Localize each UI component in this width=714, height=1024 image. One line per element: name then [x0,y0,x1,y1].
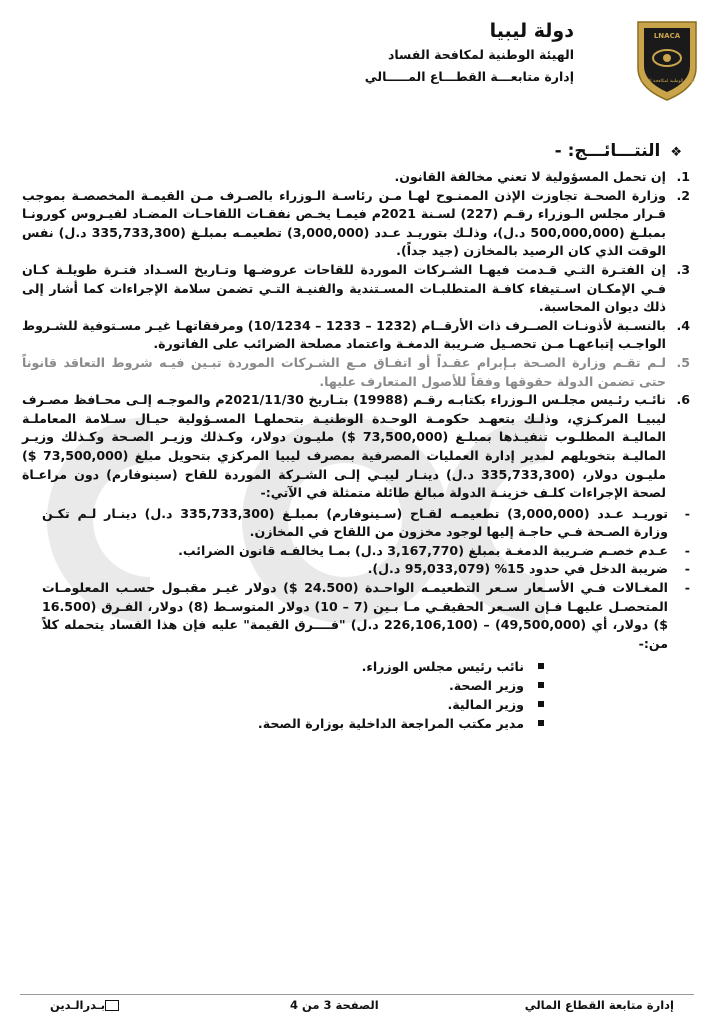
responsible-item: نائب رئيس مجلس الوزراء. [22,657,524,676]
responsible-item: وزير المالية. [22,695,524,714]
cost-item: - المغـالات فـي الأسـعار سـعر التطعيمـه الواحـدة (24.500 $) دولار غيـر مقبـول حسـب المعلومـات المتحصـل عليهـا فـإن السـعر الحقيقـي مـا بـين (7 – 10) دولار المتوسـط (8) دولار، الفـرق (16.500 $) دولار، أي (49,500,000) – (226,106,100 د.ل) "فــــرق القيمة" عليه فإن هذا الفساد يتحمله كلاً من:- [42,579,668,653]
result-item: نائـب رئـيس مجلـس الـوزراء بكتابـه رقـم (19988) بتـاريخ 2021/11/30م والموجـه إلـى محـافظ مصـرف ليبيـا المركـزي، وذلـك بتعهـد حكومـة الوحـدة الوطنيـة بتحملهـا المسـؤولية حيـال سـلامة المعاملـة الماليـة المطلـوب تنفيـذها بمبلـغ (73,500,000 $) مليـون دولار، وكـذلك وزيـر الصـحة وكـذلك وزيـر الماليـة بتخويلهم لمدير إدارة العمليات المصرفية بمصرف ليبيا المركزي بتحويل مبلغ (73,500,000 $) مليـون دولار، (335,733,300 د.ل) دينـار ليبـي إلـى الشـركة الموردة للقاح (سينوفارم) دون مراعـاة لصحة الإجراءات كلـف خزينـة الدولة مبالغ طائلة متمثلة في الآتي:- [22,392,667,501]
footer-author [50,998,123,1012]
footer-author-name: بـدرالـدين [50,998,106,1012]
cost-item: - عـدم خصـم ضـريبة الدمغـة بمبلغ (3,167,770 د.ل) بمـا يخالفـه قانون الضرائب. [42,542,668,561]
logo-caption: الهيئة الوطنية لمكافحة الفساد [639,79,695,84]
footer-divider [20,994,694,995]
result-item: وزارة الصحـة تجاوزت الإذن الممنـوح لهـا مـن رئاسـة الـوزراء بالصـرف مـن القيمـة المخصصـة بموجب قـرار مجلس الـوزراء رقـم (227) لسـنة 2021م فيمـا يخـص نفقـات اللقاحـات المضـاد لفيـروس كورونـا بمبلـغ (500,000,000 د.ل)، وذلـك بتوريـد عـدد (3,000,000) تطعيمـه بمبلـغ (335,733,300 د.ل) نفس الوقت الذي كان الرصيد بالمخازن (جيد جداً). [22,187,666,259]
results-title: النتـــائـــج: - [554,141,661,161]
footer-department: إدارة متابعة القطاع المالي [524,998,674,1012]
results-heading [22,138,694,166]
authority-logo [634,16,700,102]
letterhead [274,18,574,88]
country-name: دولة ليبيا [489,20,574,42]
cost-item: - ضريبة الدخل في حدود 15% (95,033,079 د.ل). [42,560,668,579]
result-item: إن الفتـرة التـي قـدمت فيهـا الشـركات الموردة للقاحات عروضـها وتـاريخ السـداد فتـرة طويلـة كـان فـي الإمكـان اسـتيفاء كافـة المتطلبـات المسـتندية والفنيـة التـي تضمن سلامة الإجراءات كما أشار إلى ذلك ديوان المحاسبة. [22,261,666,315]
responsible-item: وزير الصحة. [22,676,524,695]
results-list [22,168,694,503]
costs-list [22,505,694,654]
responsible-list [22,657,694,733]
computer-icon [105,1000,119,1011]
responsible-item: مدير مكتب المراجعة الداخلية بوزارة الصحة. [22,714,524,733]
result-item: بالنسـبة لأذونـات الصــرف ذات الأرقــام (1232 – 1233 – 10/1234) ومرفقاتهـا غيـر مسـتوفية للشـروط الواجـب إتباعهـا مـن تحصـيل ضـريبة الدمغـة واعتماد مصلحة الضرائب على الفاتورة. [22,317,666,352]
logo-text: LNACA [653,32,681,40]
cost-item: - توريـد عـدد (3,000,000) تطعيمـه لقـاح (سـينوفارم) بمبلـغ (335,733,300 د.ل) دينـار لـم تكـن وزارة الصـحة فـي حاجـة إليها لوجود مخزون من اللقاح في المخازن. [42,505,668,542]
page-footer [0,998,714,1018]
footer-page-number: الصفحة 3 من 4 [290,998,379,1012]
authority-name: الهيئة الوطنية لمكافحة الفساد [387,47,574,62]
diamond-bullet-icon: ❖ [670,145,682,160]
result-item: إن تحمل المسؤولية لا تعني مخالفة القانون. [394,169,666,184]
result-item: لـم تقـم وزارة الصـحة بـإبرام عقـداً أو اتفـاق مـع الشـركات الموردة تبـين فيـه شروط التعاقد قانوناً حتى تضمن الدولة حقوقها وفقاً للأصول المتعارف عليها. [22,354,666,389]
document-body [22,138,694,733]
department-name: إدارة متابعـــة القطـــاع المـــــالي [364,69,574,84]
